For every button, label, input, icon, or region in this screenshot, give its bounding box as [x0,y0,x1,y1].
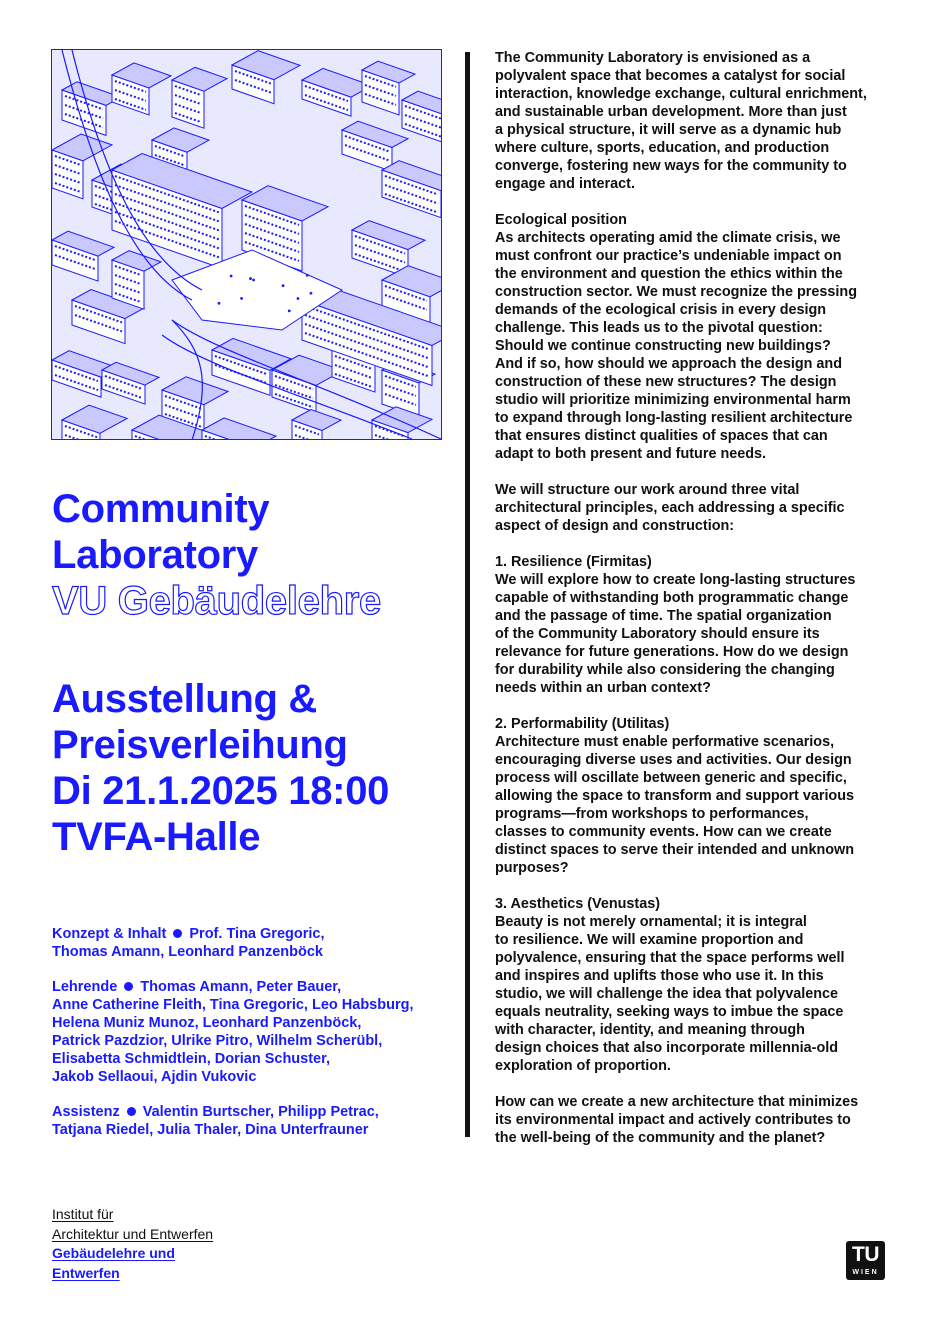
concept-label: Konzept & Inhalt [52,926,167,942]
assist-names: Tatjana Riedel, Julia Thaler, Dina Unterfrauner [52,1122,369,1138]
tree-dot [252,279,255,282]
text-line: Beauty is not merely ornamental; it is integral [495,914,807,930]
assist-label: Assistenz [52,1104,120,1120]
text-line: demands of the ecological crisis in every design [495,302,827,318]
tree-dot [282,284,285,287]
vertical-divider [465,52,470,1137]
text-line: construction of these new structures? The design [495,374,837,390]
teachers-names: Elisabetta Schmidtlein, Dorian Schuster, [52,1051,330,1067]
title-line-2: Laboratory [52,533,258,577]
text-line: to expand through long-lasting resilient architecture [495,410,853,426]
logo-wordmark: WIEN [852,1269,879,1276]
credits-teachers [52,978,442,1086]
description-text [495,49,895,1165]
text-line: design choices that also incorporate millennia-old [495,1040,839,1056]
bullet-icon [127,1107,136,1116]
text-line: purposes? [495,860,569,876]
text-line: needs within an urban context? [495,680,711,696]
text-line: exploration of proportion. [495,1058,671,1074]
text-line: equals neutrality, seeking ways to imbue the space [495,1004,844,1020]
paragraph-ecological [495,211,895,463]
teachers-names: Thomas Amann, Peter Bauer, [140,979,342,995]
text-line: We will explore how to create long-lasting structures [495,572,856,588]
city-drawing [52,50,441,439]
text-line: The Community Laboratory is envisioned as a [495,50,811,66]
text-line: studio, we will challenge the idea that polyvalence [495,986,839,1002]
text-line: programs—from workshops to performances, [495,806,809,822]
text-line: that ensures distinct qualities of spaces that can [495,428,828,444]
text-line: to resilience. We will examine proportion and [495,932,804,948]
text-line: 2. Performability (Utilitas) [495,716,670,732]
text-line: And if so, how should we approach the design and [495,356,842,372]
text-line: where culture, sports, education, and production [495,140,830,156]
text-line: the well-being of the community and the planet? [495,1130,826,1146]
text-line: construction sector. We must recognize the pressing [495,284,857,300]
event-line-2: Preisverleihung [52,723,348,767]
institute-link[interactable]: Architektur und Entwerfen [52,1225,214,1242]
text-line: architectural principles, each addressing a specific [495,500,845,516]
text-line: relevance for future generations. How do we design [495,644,849,660]
text-line: polyvalence, ensuring that the space performs well [495,950,845,966]
tree-dot [230,275,233,278]
text-line: adapt to both present and future needs. [495,446,767,462]
text-line: and sustainable urban development. More than just [495,104,847,120]
teachers-names: Helena Muniz Munoz, Leonhard Panzenböck, [52,1015,362,1031]
tree-dot [218,302,221,305]
paragraph-principles [495,481,895,535]
text-line: engage and interact. [495,176,635,192]
assist-names: Valentin Burtscher, Philipp Petrac, [142,1104,379,1120]
text-line: and the passage of time. The spatial organization [495,608,832,624]
text-line: and inspires and uplifts those who use it. In this [495,968,824,984]
tree-dot [240,297,243,300]
text-line: Architecture must enable performative scenarios, [495,734,835,750]
text-line: encouraging diverse uses and activities. Our design [495,752,852,768]
text-line: 3. Aesthetics (Venustas) [495,896,661,912]
paragraph-closing [495,1093,895,1147]
text-line: the environment and question the ethics within the [495,266,843,282]
department-link[interactable]: Gebäudelehre und [52,1245,175,1261]
title-line-1: Community [52,487,270,531]
department-link[interactable]: Entwerfen [52,1264,120,1281]
tree-dot [297,297,300,300]
tree-dot [310,292,313,295]
text-line: challenge. This leads us to the pivotal question: [495,320,823,336]
text-line: capable of withstanding both programmatic change [495,590,849,606]
text-line: 1. Resilience (Firmitas) [495,554,652,570]
event-line-1: Ausstellung & [52,677,318,721]
text-line: studio will prioritize minimizing environmental harm [495,392,851,408]
concept-names: Prof. Tina Gregoric, [189,926,325,942]
teachers-label: Lehrende [52,979,118,995]
paragraph-aesthetics [495,895,895,1075]
credits-assistants [52,1103,442,1139]
tu-wien-logo [846,1241,885,1280]
logo-mark: TU [852,1243,879,1266]
text-line: allowing the space to transform and support various [495,788,855,804]
paragraph-intro [495,49,895,193]
text-line: process will oscillate between generic and specific, [495,770,847,786]
institute-footer [52,1205,213,1283]
paragraph-resilience [495,553,895,697]
concept-names: Thomas Amann, Leonhard Panzenböck [52,944,323,960]
text-line: converge, fostering new ways for the community to [495,158,847,174]
text-line: As architects operating amid the climate crisis, we [495,230,841,246]
tree-dot [306,274,309,277]
tree-dot [249,277,252,280]
teachers-names: Jakob Sellaoui, Ajdin Vukovic [52,1069,257,1085]
institute-link[interactable]: Institut für [52,1206,114,1222]
text-line: Should we continue constructing new buildings? [495,338,831,354]
text-line: Ecological position [495,212,627,228]
text-line: its environmental impact and actively contributes to [495,1112,851,1128]
text-line: aspect of design and construction: [495,518,735,534]
text-line: of the Community Laboratory should ensure its [495,626,820,642]
subtitle: VU Gebäudelehre [52,579,381,623]
event-venue: TVFA-Halle [52,815,261,859]
text-line: for durability while also considering the changing [495,662,835,678]
text-line: a physical structure, it will serve as a dynamic hub [495,122,842,138]
text-line: distinct spaces to serve their intended and unknown [495,842,855,858]
event-date: Di 21.1.2025 18:00 [52,769,390,813]
paragraph-performability [495,715,895,877]
bullet-icon [124,982,133,991]
tree-dot [288,309,291,312]
text-line: with character, identity, and meaning through [495,1022,805,1038]
text-line: classes to community events. How can we create [495,824,832,840]
bullet-icon [173,929,182,938]
credits-concept [52,925,442,961]
text-line: interaction, knowledge exchange, cultural enrichment, [495,86,867,102]
text-line: How can we create a new architecture that minimizes [495,1094,859,1110]
text-line: We will structure our work around three vital [495,482,800,498]
text-line: must confront our practice’s undeniable impact on [495,248,842,264]
teachers-names: Patrick Pazdzior, Ulrike Pitro, Wilhelm Scherübl, [52,1033,383,1049]
teachers-names: Anne Catherine Fleith, Tina Gregoric, Leo Habsburg, [52,997,414,1013]
city-illustration [51,49,442,440]
text-line: polyvalent space that becomes a catalyst for social [495,68,846,84]
